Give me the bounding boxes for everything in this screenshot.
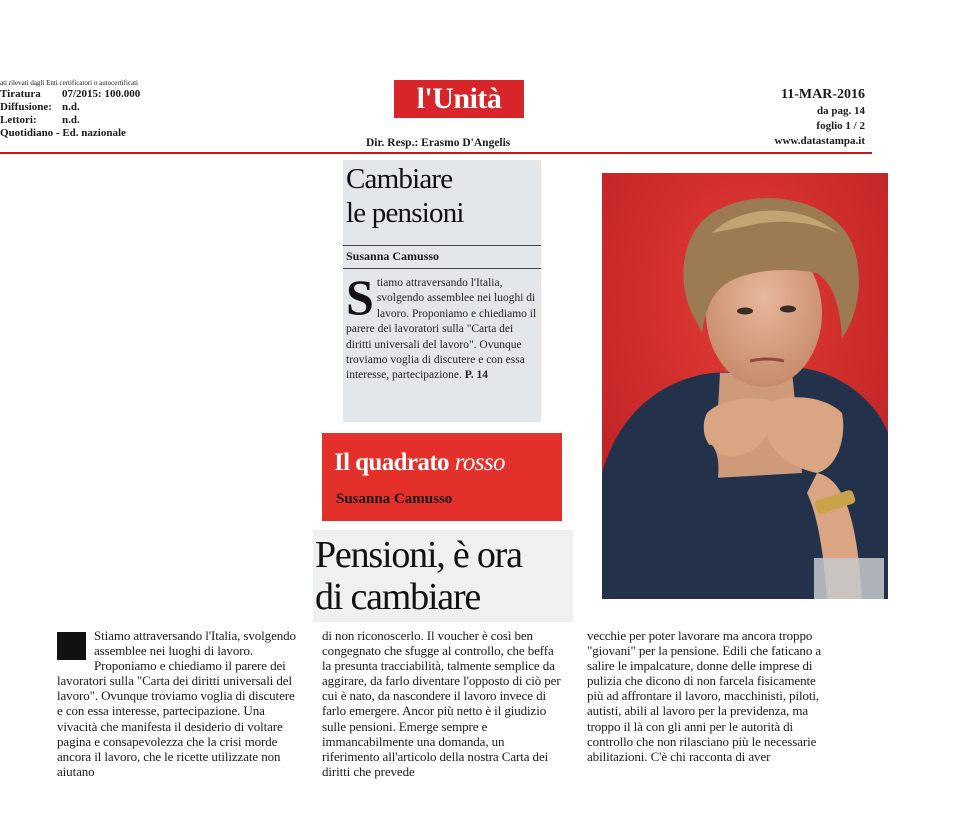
row-label: Diffusione: [0, 101, 52, 113]
article-column-1 [57, 628, 297, 779]
readers-row [0, 114, 200, 127]
article-column-3: vecchie per poter lavorare ma ancora troppo "giovani" per la pensione. Edili che faticano a salire le impalcature, donne delle imprese di pulizia che dicono di non farcela fisicamente più ad affrontare il lavoro, macchinisti, piloti, autisti, abili al lavoro per la previdenza, ma troppo il là con gli anni per le autorità di controllo che non rilasciano più le necessarie abilitazioni. C'è chi racconta di aver [587, 628, 822, 764]
column-banner [322, 433, 562, 521]
article-headline [313, 530, 573, 622]
edition-label: Quotidiano - Ed. nazionale [0, 127, 126, 139]
column-title [334, 449, 505, 477]
teaser-page-ref: P. 14 [464, 369, 489, 382]
teaser-title [346, 162, 464, 230]
column-title-bold: Il quadrato [334, 449, 449, 476]
column-author: Susanna Camusso [336, 491, 453, 507]
row-value: n.d. [62, 114, 80, 126]
author-photo [602, 173, 888, 599]
drop-cap: S [346, 269, 374, 325]
row-value: n.d. [62, 101, 80, 113]
column-text: Stiamo attraversando l'Italia, svolgendo assemblee nei luoghi di lavoro. Proponiamo e chiediamo il parere dei lavoratori sulla "Carta dei diritti universali del lavoro". Ovunque troviamo voglia di discutere e con essa interesse, partecipazione. Una vivacità che manifesta il desiderio di voltare pagina e consapevolezza che la crisi morde ancora il lavoro, che le ricette utilizzate non aiutano [57, 628, 296, 779]
row-label: Lettori: [0, 114, 37, 126]
circulation-row [0, 88, 200, 101]
publication-date: 11-MAR-2016 [781, 87, 865, 102]
divider [343, 245, 541, 246]
teaser-body: tiamo attraversando l'Italia, svolgendo assemblee nei luoghi di lavoro. Proponiamo e chiediamo il parere dei lavoratori sulla "Carta dei diritti universali del lavoro". Ovunque troviamo voglia di discutere e con essa interesse, partecipazione. [346, 277, 537, 382]
publication-info [735, 86, 865, 149]
header-rule [0, 152, 872, 154]
director-line: Dir. Resp.: Erasmo D'Angelis [366, 137, 511, 149]
headline-line: Pensioni, è ora [315, 534, 522, 576]
teaser-title-line: le pensioni [346, 197, 464, 229]
article-column-2: di non riconoscerlo. Il voucher è così ben congegnato che sfugge al controllo, che beffa la presunta tracciabilità, talmente semplice da aggirare, da farlo diventare l'opposto di ciò per cui è nato, da nascondere il lavoro invece di farlo emergere. Ancor più netto è il giudizio sulle pensioni. Emerge sempre e immancabilmente una domanda, un riferimento all'articolo della nostra Carta dei diritti che prevede [322, 628, 561, 779]
teaser-text [346, 269, 541, 384]
folio: foglio 1 / 2 [816, 120, 865, 132]
headline-line: di cambiare [315, 576, 481, 618]
block-marker [57, 632, 86, 660]
site-url: www.datastampa.it [774, 135, 865, 147]
circulation-info [0, 78, 200, 140]
teaser-author: Susanna Camusso [346, 249, 440, 263]
column-title-italic: rosso [454, 449, 505, 476]
row-label: Tiratura [0, 88, 41, 100]
diffusion-row [0, 101, 200, 114]
source-note: ati rilevati dagli Enti certificatori o autocertificati [0, 79, 138, 87]
row-value: 07/2015: 100.000 [62, 88, 141, 100]
teaser-title-line: Cambiare [346, 163, 453, 195]
masthead-logo: l'Unità [394, 80, 524, 118]
page-ref: da pag. 14 [817, 105, 865, 117]
portrait-image [602, 173, 888, 599]
teaser-box [343, 160, 541, 422]
